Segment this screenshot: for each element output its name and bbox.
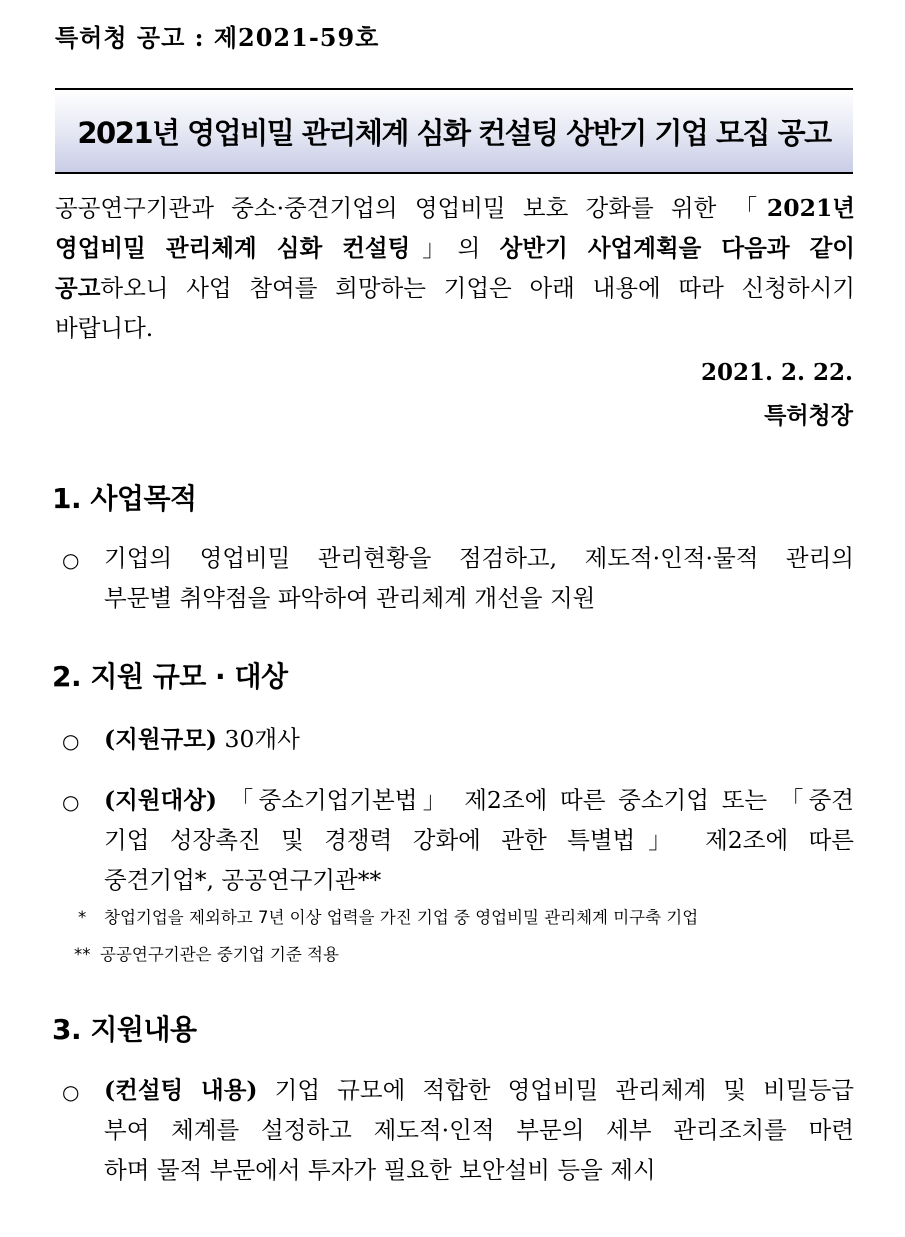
section-heading-purpose: 1. 사업목적 bbox=[52, 482, 197, 515]
bullet-mark: ○ bbox=[62, 1080, 80, 1104]
scale-bullet bbox=[62, 719, 854, 759]
document-title: 2021년 영업비밀 관리체계 심화 컨설팅 상반기 기업 모집 공고 bbox=[77, 115, 831, 150]
footnote-mark: * bbox=[78, 908, 87, 927]
intro-text: 하오니 사업 참여를 희망하는 기업은 아래 내용에 따라 신청하시기 bbox=[100, 274, 855, 302]
purpose-line-1: 기업의 영업비밀 관리현황을 점검하고, 제도적·인적·물적 관리의 bbox=[104, 544, 854, 572]
purpose-line-2: 부문별 취약점을 파악하여 관리체계 개선을 지원 bbox=[104, 584, 596, 612]
footnote-mark: ** bbox=[74, 945, 91, 964]
bullet-mark: ○ bbox=[62, 729, 80, 753]
scale-line bbox=[62, 719, 854, 759]
bullet-mark: ○ bbox=[62, 790, 80, 814]
support-content-bullet bbox=[62, 1070, 854, 1190]
intro-text: 」의 bbox=[410, 234, 500, 262]
intro-emphasis: 공고 bbox=[55, 274, 101, 302]
announcement-date: 2021. 2. 22. bbox=[700, 359, 853, 386]
section-heading-scale-target: 2. 지원 규모 · 대상 bbox=[52, 660, 288, 693]
support-text: 기업 규모에 적합한 영업비밀 관리체계 및 비밀등급 bbox=[257, 1076, 854, 1104]
support-label: (컨설팅 내용) bbox=[104, 1076, 258, 1104]
intro-line-4: 바랍니다. bbox=[55, 314, 154, 342]
intro-emphasis: 영업비밀 관리체계 심화 컨설팅 bbox=[55, 234, 411, 262]
target-line-3: 중견기업*, 공공연구기관** bbox=[104, 866, 382, 894]
target-label: (지원대상) bbox=[104, 786, 218, 814]
intro-paragraph bbox=[55, 188, 855, 348]
notice-number: 특허청 공고 : 제2021-59호 bbox=[55, 23, 380, 52]
intro-emphasis: 2021년 bbox=[766, 194, 855, 222]
scale-value: 30개사 bbox=[217, 725, 300, 753]
support-line-1 bbox=[62, 1070, 854, 1110]
intro-text: 공공연구기관과 중소·중견기업의 영업비밀 보호 강화를 위한 「 bbox=[55, 194, 767, 222]
footnote-text: 창업기업을 제외하고 7년 이상 업력을 가진 기업 중 영업비밀 관리체계 미구축 기업 bbox=[104, 908, 699, 927]
title-banner bbox=[55, 88, 853, 174]
target-line-2: 기업 성장촉진 및 경쟁력 강화에 관한 특별법」 제2조에 따른 bbox=[104, 826, 854, 854]
support-line-2: 부여 체계를 설정하고 제도적·인적 부문의 세부 관리조치를 마련 bbox=[104, 1116, 854, 1144]
intro-line-2 bbox=[55, 228, 855, 268]
intro-line-1 bbox=[55, 188, 855, 228]
footnote-1 bbox=[78, 904, 698, 928]
target-text: 「중소기업기본법」 제2조에 따른 중소기업 또는 「중견 bbox=[217, 786, 854, 814]
footnote-2 bbox=[74, 941, 339, 965]
support-line-3: 하며 물적 부문에서 투자가 필요한 보안설비 등을 제시 bbox=[104, 1156, 656, 1184]
intro-line-3 bbox=[55, 268, 855, 308]
section-heading-support-content: 3. 지원내용 bbox=[52, 1013, 197, 1046]
bullet-mark: ○ bbox=[62, 548, 80, 572]
issuer: 특허청장 bbox=[764, 402, 853, 429]
target-line-1 bbox=[62, 780, 854, 820]
purpose-bullet bbox=[62, 538, 854, 618]
footnote-text: 공공연구기관은 중기업 기준 적용 bbox=[100, 945, 339, 964]
scale-label: (지원규모) bbox=[104, 725, 218, 753]
intro-emphasis: 상반기 사업계획을 다음과 같이 bbox=[499, 234, 855, 262]
target-bullet bbox=[62, 780, 854, 900]
